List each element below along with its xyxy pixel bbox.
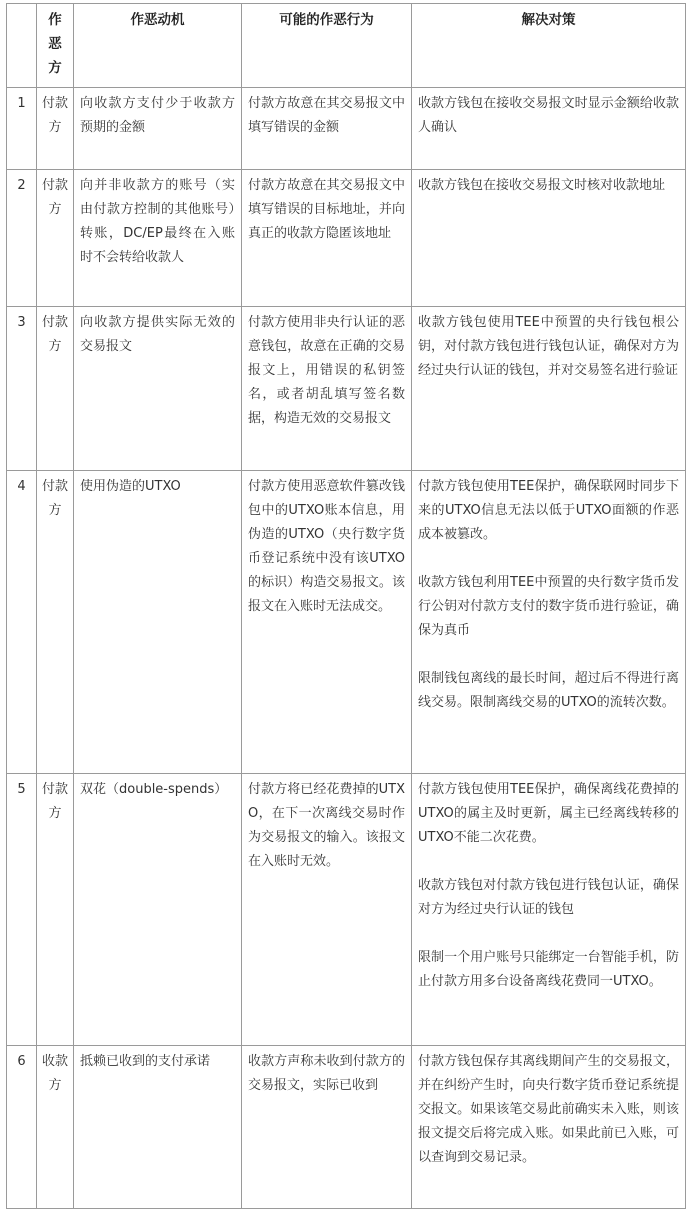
row-actor: 收款方 — [37, 1046, 74, 1209]
threat-table — [6, 3, 686, 1209]
header-behavior: 可能的作恶行为 — [242, 4, 412, 88]
solution-text: 收款方钱包利用TEE中预置的央行数字货币发行公钥对付款方支付的数字货币进行验证，确保为真币 — [418, 575, 679, 638]
table-row — [7, 307, 686, 471]
header-actor: 作恶方 — [37, 4, 74, 88]
table-row — [7, 1046, 686, 1209]
solution-text: 收款方钱包对付款方钱包进行钱包认证，确保对方为经过央行认证的钱包 — [418, 878, 679, 917]
row-motive: 抵赖已收到的支付承诺 — [74, 1046, 242, 1209]
header-motive: 作恶动机 — [74, 4, 242, 88]
row-number: 1 — [7, 88, 37, 170]
solution-text: 付款方钱包使用TEE保护，确保联网时同步下来的UTXO信息无法以低于UTXO面额的作恶成本被篡改。 — [418, 479, 679, 542]
row-behavior: 付款方将已经花费掉的UTXO，在下一次离线交易时作为交易报文的输入。该报文在入账时无效。 — [242, 774, 412, 1046]
row-behavior: 付款方使用恶意软件篡改钱包中的UTXO账本信息，用伪造的UTXO（央行数字货币登记系统中没有该UTXO的标识）构造交易报文。该报文在入账时无法成交。 — [242, 471, 412, 774]
table-row — [7, 471, 686, 774]
row-motive: 向收款方提供实际无效的交易报文 — [74, 307, 242, 471]
solution-text: 付款方钱包保存其离线期间产生的交易报文，并在纠纷产生时，向央行数字货币登记系统提交报文。如果该笔交易此前确实未入账，则该报文提交后将完成入账。如果此前已入账，可以查询到交易记录。 — [418, 1054, 679, 1165]
row-actor: 付款方 — [37, 774, 74, 1046]
solution-text: 收款方钱包在接收交易报文时显示金额给收款人确认 — [418, 96, 679, 135]
solution-text: 收款方钱包使用TEE中预置的央行钱包根公钥，对付款方钱包进行钱包认证，确保对方为经过央行认证的钱包，并对交易签名进行验证 — [418, 315, 679, 378]
row-solution — [412, 774, 686, 1046]
row-actor: 付款方 — [37, 471, 74, 774]
table-header-row — [7, 4, 686, 88]
row-solution — [412, 170, 686, 307]
row-solution — [412, 1046, 686, 1209]
row-solution — [412, 307, 686, 471]
row-number: 6 — [7, 1046, 37, 1209]
row-behavior: 付款方故意在其交易报文中填写错误的目标地址，并向真正的收款方隐匿该地址 — [242, 170, 412, 307]
row-behavior: 收款方声称未收到付款方的交易报文，实际已收到 — [242, 1046, 412, 1209]
solution-text: 收款方钱包在接收交易报文时核对收款地址 — [418, 178, 666, 193]
row-actor: 付款方 — [37, 170, 74, 307]
row-motive: 使用伪造的UTXO — [74, 471, 242, 774]
solution-text: 付款方钱包使用TEE保护，确保离线花费掉的UTXO的属主及时更新，属主已经离线转移的UTXO不能二次花费。 — [418, 782, 679, 845]
table-row — [7, 88, 686, 170]
row-behavior: 付款方故意在其交易报文中填写错误的金额 — [242, 88, 412, 170]
solution-text: 限制钱包离线的最长时间，超过后不得进行离线交易。限制离线交易的UTXO的流转次数。 — [418, 671, 679, 710]
row-actor: 付款方 — [37, 307, 74, 471]
row-motive: 向并非收款方的账号（实由付款方控制的其他账号）转账，DC/EP最终在入账时不会转给收款人 — [74, 170, 242, 307]
row-solution — [412, 88, 686, 170]
row-motive: 双花（double-spends） — [74, 774, 242, 1046]
row-motive: 向收款方支付少于收款方预期的金额 — [74, 88, 242, 170]
row-number: 4 — [7, 471, 37, 774]
row-number: 3 — [7, 307, 37, 471]
row-solution — [412, 471, 686, 774]
row-actor: 付款方 — [37, 88, 74, 170]
row-behavior: 付款方使用非央行认证的恶意钱包，故意在正确的交易报文上，用错误的私钥签名，或者胡乱填写签名数据，构造无效的交易报文 — [242, 307, 412, 471]
header-solution: 解决对策 — [412, 4, 686, 88]
row-number: 5 — [7, 774, 37, 1046]
table-row — [7, 774, 686, 1046]
solution-text: 限制一个用户账号只能绑定一台智能手机，防止付款方用多台设备离线花费同一UTXO。 — [418, 950, 679, 989]
table-row — [7, 170, 686, 307]
header-index — [7, 4, 37, 88]
row-number: 2 — [7, 170, 37, 307]
